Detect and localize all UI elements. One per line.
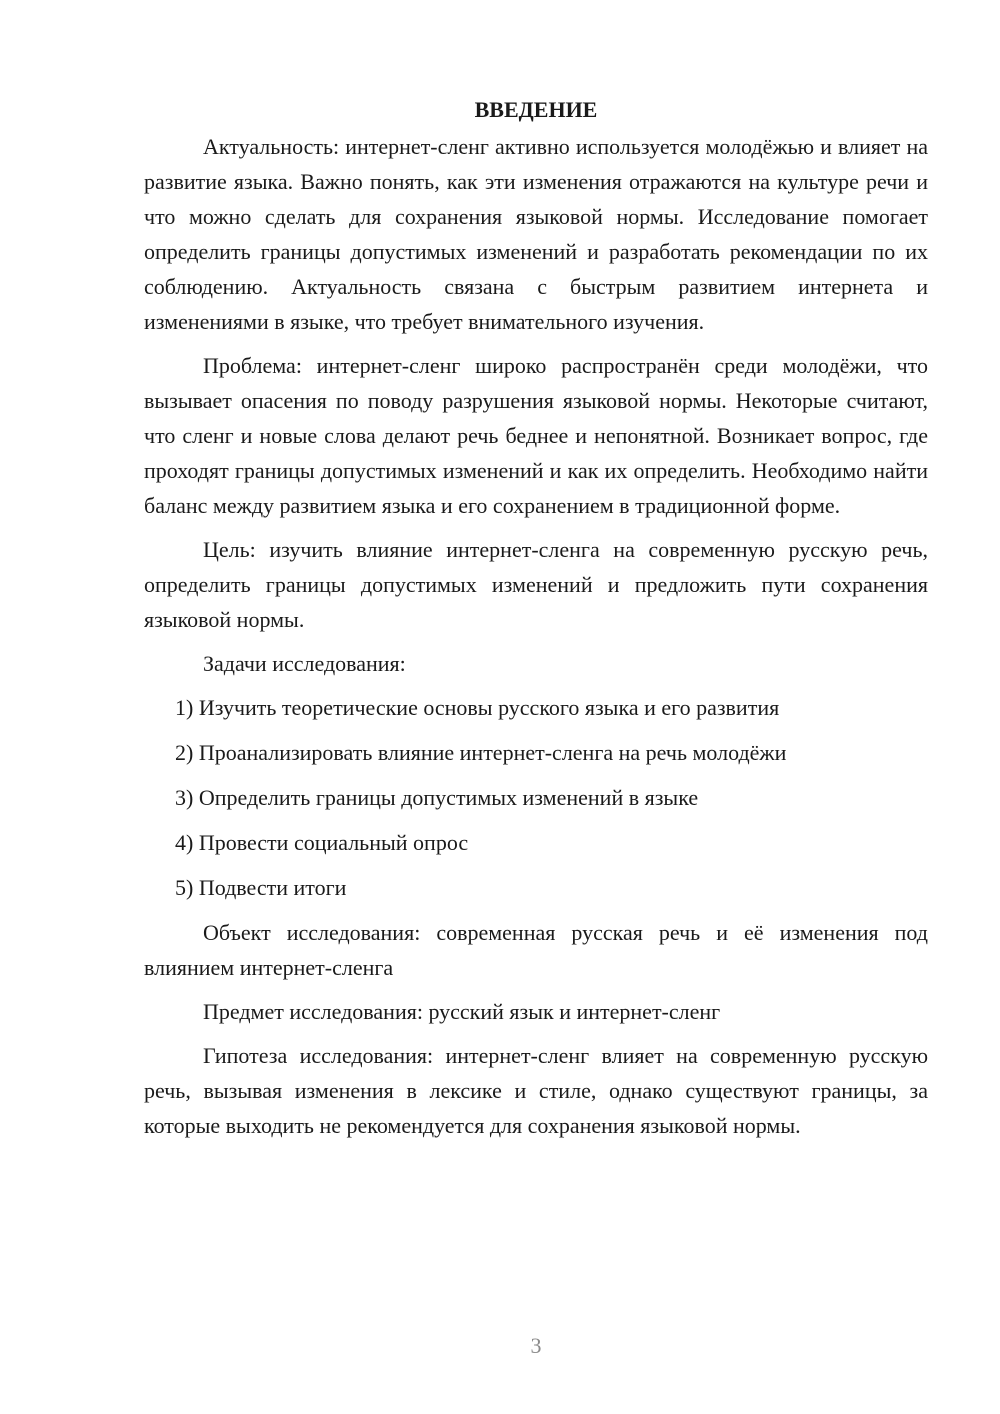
- page-title: ВВЕДЕНИЕ: [474, 97, 598, 122]
- paragraph-subject: Предмет исследования: русский язык и интернет-сленг: [203, 999, 721, 1024]
- tasks-heading: Задачи исследования:: [203, 651, 406, 676]
- task-list: [144, 690, 928, 905]
- page-content: [144, 92, 928, 1152]
- page-number: 3: [530, 1333, 542, 1358]
- list-item: 4) Провести социальный опрос: [175, 830, 469, 855]
- list-item: 5) Подвести итоги: [175, 875, 347, 900]
- paragraph-goal: Цель: изучить влияние интернет-сленга на современную русскую речь, определить границы допустимых изменений и предложить пути сохранения языковой нормы.: [144, 537, 928, 632]
- list-item: 1) Изучить теоретические основы русского языка и его развития: [175, 695, 780, 720]
- list-item: 3) Определить границы допустимых изменений в языке: [175, 785, 699, 810]
- list-item: 2) Проанализировать влияние интернет-сленга на речь молодёжи: [175, 740, 787, 765]
- paragraph-object: Объект исследования: современная русская речь и её изменения под влиянием интернет-сленга: [144, 920, 928, 980]
- paragraph-problem: Проблема: интернет-сленг широко распространён среди молодёжи, что вызывает опасения по поводу разрушения языковой нормы. Некоторые считают, что сленг и новые слова делают речь беднее и непонятной. Возникает вопрос, где проходят границы допустимых изменений и как их определить. Необходимо найти баланс между развитием языка и его сохранением в традиционной форме.: [144, 353, 928, 518]
- paragraph-relevance: Актуальность: интернет-сленг активно используется молодёжью и влияет на развитие языка. Важно понять, как эти изменения отражаются на культуре речи и что можно сделать для сохранения языковой нормы. Исследование помогает определить границы допустимых изменений и разработать рекомендации по их соблюдению. Актуальность связана с быстрым развитием интернета и изменениями в языке, что требует внимательного изучения.: [144, 134, 928, 334]
- paragraph-hypothesis: Гипотеза исследования: интернет-сленг влияет на современную русскую речь, вызывая изменения в лексике и стиле, однако существуют границы, за которые выходить не рекомендуется для сохранения языковой нормы.: [144, 1043, 928, 1138]
